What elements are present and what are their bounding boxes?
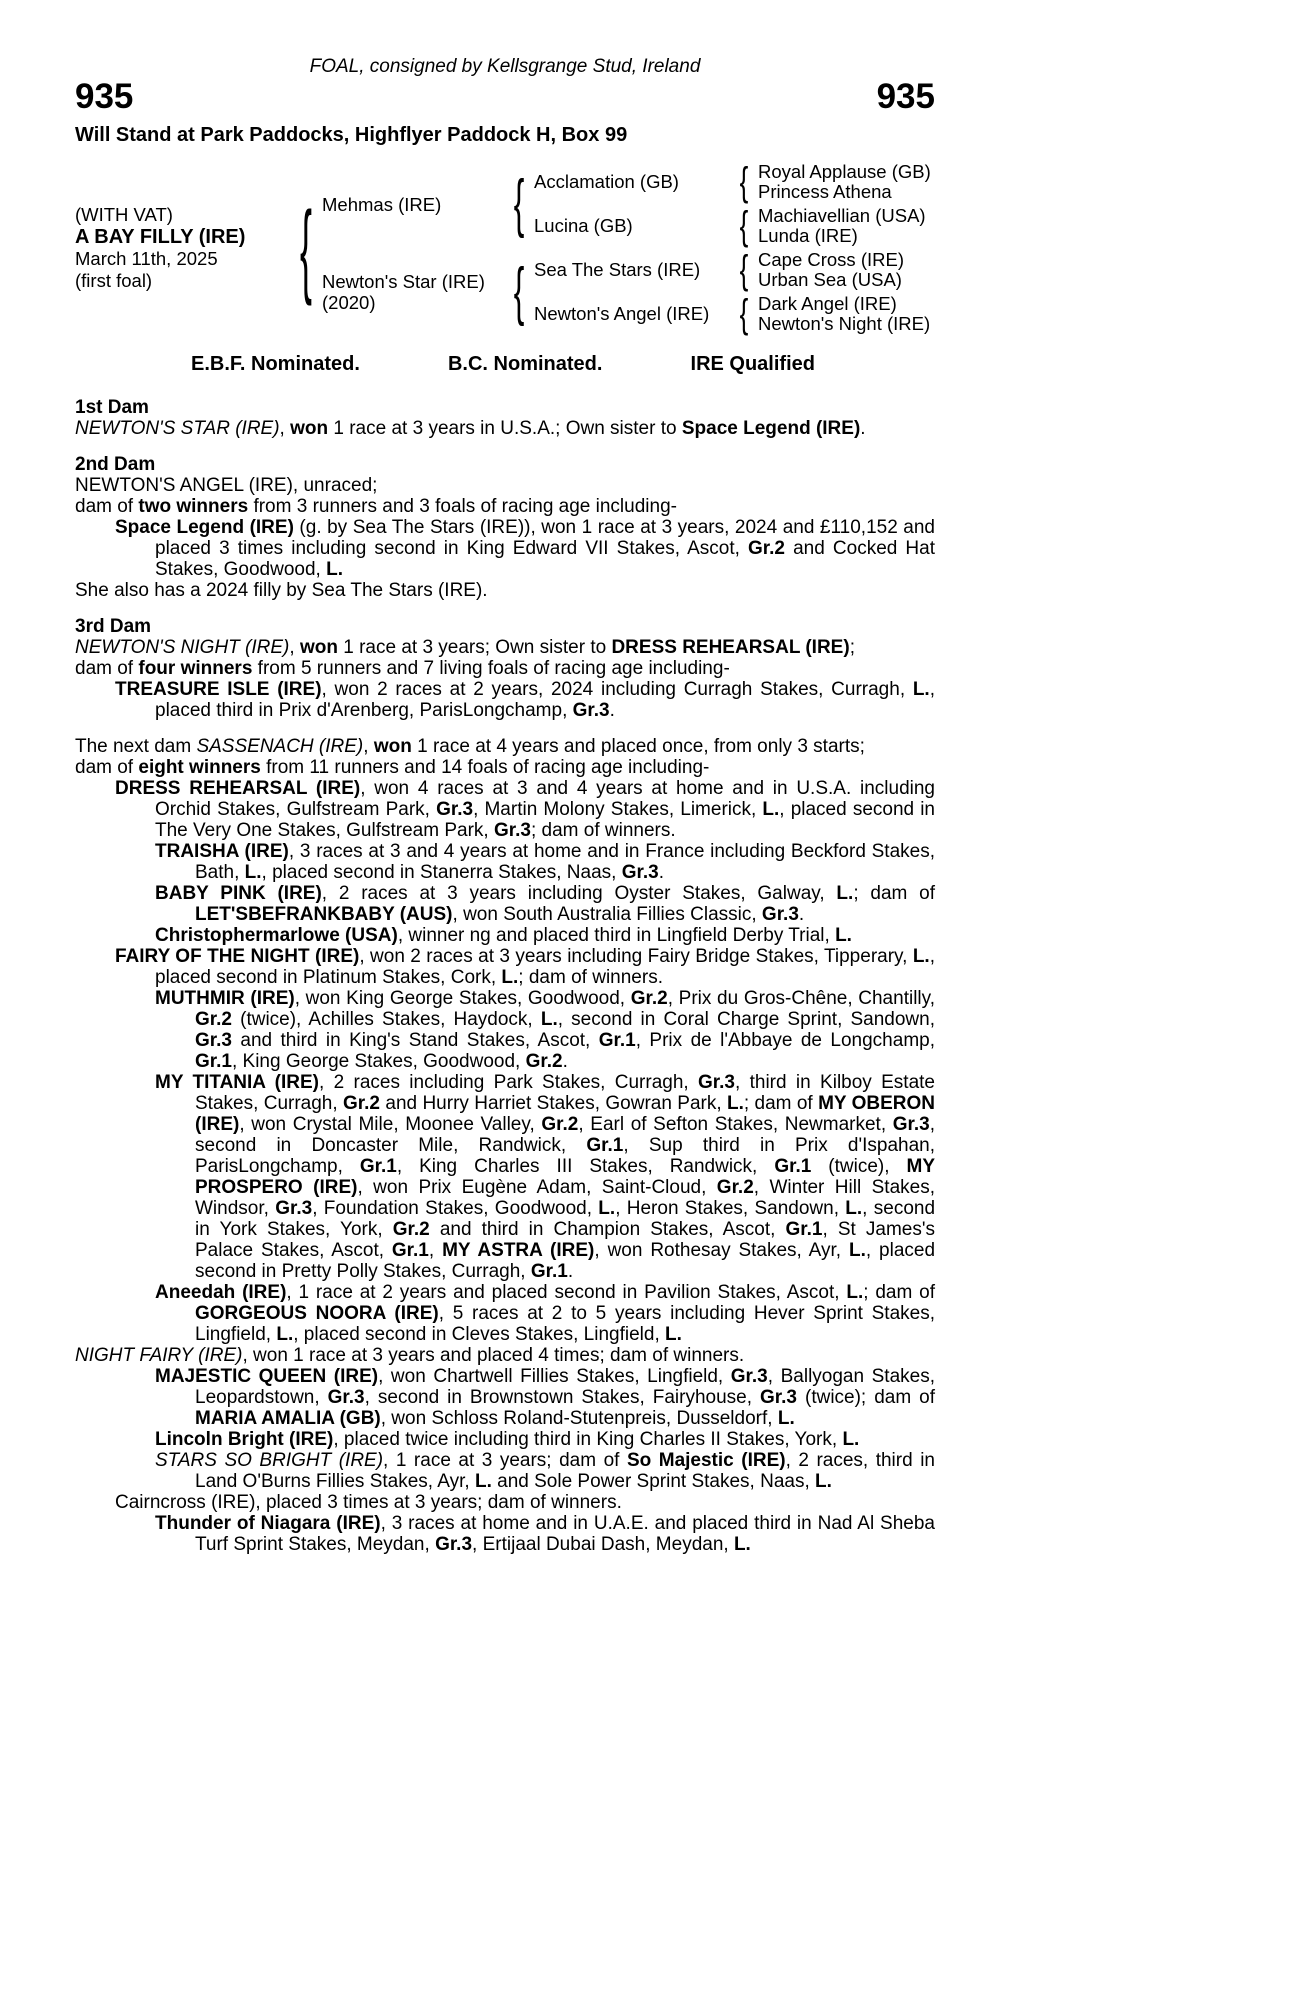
pedigree-gen3-sire: Machiavellian (USA)	[758, 205, 926, 226]
text-run: , won 1 race at 3 years and placed 4 times; dam of winners.	[242, 1345, 745, 1366]
bold-run: won	[299, 637, 338, 658]
text-run: .	[567, 1261, 574, 1282]
text-run: ,	[363, 736, 374, 757]
text-run: .	[860, 418, 866, 439]
section-gap	[75, 601, 935, 616]
text-run: , won 4 races at 3 and 4 years at home and in U.S.A. including Orchid Stakes, Gulfstream Park,	[155, 778, 935, 820]
pedigree-gen3-dam: Newton's Night (IRE)	[758, 313, 931, 334]
pedigree-gen3-sire: Dark Angel (IRE)	[758, 293, 897, 314]
text-run: , second in York Stakes, York,	[195, 1198, 936, 1240]
bold-run: Gr.2	[343, 1093, 381, 1114]
pedigree-paragraph	[75, 778, 935, 841]
pedigree-paragraph	[75, 1513, 935, 1555]
lot-number-left: 935	[75, 77, 134, 116]
dam-year: (2020)	[322, 292, 376, 313]
pedigree-paragraph	[75, 757, 935, 778]
bold-run: Gr.1	[785, 1219, 823, 1240]
bold-run: Gr.2	[716, 1177, 754, 1198]
text-run: ; dam of	[743, 1093, 819, 1114]
pedigree-paragraph	[75, 418, 935, 439]
pedigree-table	[75, 160, 935, 336]
bold-run: L.	[848, 1240, 866, 1261]
bold-run: MY ASTRA (IRE)	[442, 1240, 595, 1261]
text-run: and Cocked Hat Stakes, Goodwood,	[155, 538, 935, 580]
pedigree-gen3-pair	[758, 206, 935, 246]
italic-run: STARS SO BRIGHT (IRE)	[155, 1450, 384, 1471]
pedigree-dam	[322, 271, 504, 313]
text-run: .	[609, 700, 615, 721]
bold-run: Gr.3	[435, 1534, 473, 1555]
bold-run: Gr.3	[698, 1072, 735, 1093]
dam-heading: 3rd Dam	[75, 616, 152, 637]
bold-run: Space Legend (IRE)	[681, 418, 861, 439]
pedigree-paragraph	[75, 883, 935, 925]
bold-run: L.	[501, 967, 519, 988]
pedigree-paragraph	[75, 1450, 935, 1492]
text-run: , placed second in The Very One Stakes, Gulfstream Park,	[155, 799, 935, 841]
foal-date: March 11th, 2025	[75, 248, 218, 269]
lot-number-row	[75, 79, 935, 115]
pedigree-paragraph	[75, 637, 935, 658]
text-run: (twice), Achilles Stakes, Haydock,	[231, 1009, 541, 1030]
bold-run: won	[373, 736, 412, 757]
pedigree-gen2-name: Lucina (GB)	[534, 215, 633, 236]
text-run: , won Schloss Roland-Stutenpreis, Dusseldorf,	[380, 1408, 778, 1429]
text-run: 1 race at 4 years and placed once, from only 3 starts;	[411, 736, 865, 757]
text-run: , 1 race at 2 years and placed second in Pavilion Stakes, Ascot,	[286, 1282, 847, 1303]
pedigree-paragraph	[75, 496, 935, 517]
text-run: NEWTON'S ANGEL (IRE), unraced;	[75, 475, 378, 496]
bold-run: L.	[244, 862, 262, 883]
text-run: and Sole Power Sprint Stakes, Naas,	[491, 1471, 816, 1492]
bold-run: Thunder of Niagara (IRE)	[155, 1513, 381, 1534]
pedigree-paragraph	[75, 1282, 935, 1345]
italic-run: NIGHT FAIRY (IRE)	[75, 1345, 243, 1366]
bold-run: Gr.2	[525, 1051, 563, 1072]
italic-run: NEWTON'S NIGHT (IRE)	[75, 637, 290, 658]
text-run: , Martin Molony Stakes, Limerick,	[473, 799, 763, 820]
bold-run: Gr.3	[760, 1387, 797, 1408]
section-gap	[75, 439, 935, 454]
text-run: , won 2 races at 2 years, 2024 including Curragh Stakes, Curragh,	[321, 679, 913, 700]
text-run: , Sup third in Prix d'Ispahan, ParisLongchamp,	[195, 1135, 935, 1177]
bold-run: Gr.1	[598, 1030, 636, 1051]
bold-run: Gr.2	[195, 1009, 232, 1030]
text-run: 1 race at 3 years in U.S.A.; Own sister to	[328, 418, 682, 439]
pedigree-paragraph	[75, 679, 935, 721]
text-run: ,	[279, 418, 291, 439]
text-run: ,	[428, 1240, 443, 1261]
text-run: from 11 runners and 14 foals of racing age including-	[260, 757, 710, 778]
bold-run: Gr.1	[359, 1156, 397, 1177]
pedigree-gen3-dam: Urban Sea (USA)	[758, 269, 902, 290]
text-run: (twice),	[811, 1156, 907, 1177]
pedigree-paragraph	[75, 1072, 935, 1282]
pedigree-gen2-name: Sea The Stars (IRE)	[534, 259, 701, 280]
pedigree-paragraph	[75, 475, 935, 496]
bold-run: FAIRY OF THE NIGHT (IRE)	[115, 946, 360, 967]
text-run: and Hurry Harriet Stakes, Gowran Park,	[380, 1093, 727, 1114]
bold-run: BABY PINK (IRE)	[155, 883, 322, 904]
bold-run: Gr.3	[195, 1030, 232, 1051]
text-run: ; dam of	[863, 1282, 935, 1303]
bold-run: L.	[598, 1198, 616, 1219]
text-run: , King George Stakes, Goodwood,	[231, 1051, 526, 1072]
bold-run: L.	[665, 1324, 682, 1345]
stand-line: Will Stand at Park Paddocks, Highflyer Paddock H, Box 99	[75, 124, 628, 146]
pedigree-gen2-name: Acclamation (GB)	[534, 171, 679, 192]
pedigree-gen3-pair	[758, 294, 935, 334]
bold-run: L.	[846, 1282, 864, 1303]
bold-run: Gr.1	[530, 1261, 568, 1282]
text-run: , Ertijaal Dubai Dash, Meydan,	[472, 1534, 734, 1555]
text-run: , placed second in Stanerra Stakes, Naas,	[261, 862, 622, 883]
bold-run: MARIA AMALIA (GB)	[195, 1408, 381, 1429]
text-run: .	[658, 862, 664, 883]
brace-icon: {	[739, 160, 749, 204]
brace-icon: {	[513, 255, 525, 327]
text-run: , placed second in Pretty Polly Stakes, Curragh,	[195, 1240, 936, 1282]
bold-run: LET'SBEFRANKBABY (AUS)	[195, 904, 453, 925]
text-run: , 2 races, third in Land O'Burns Fillies Stakes, Ayr,	[195, 1450, 935, 1492]
bold-run: GORGEOUS NOORA (IRE)	[195, 1303, 439, 1324]
pedigree-paragraph	[75, 517, 935, 580]
text-run: , placed second in Cleves Stakes, Lingfield,	[293, 1324, 666, 1345]
brace-icon: {	[739, 204, 749, 248]
text-run: , placed twice including third in King Charles II Stakes, York,	[333, 1429, 843, 1450]
brace-icon: {	[300, 189, 312, 307]
bold-run: Gr.3	[436, 799, 474, 820]
bold-run: L.	[276, 1324, 294, 1345]
text-run: , placed third in Prix d'Arenberg, ParisLongchamp,	[155, 679, 935, 721]
text-run: (twice); dam of	[797, 1387, 935, 1408]
text-run: ; dam of	[853, 883, 935, 904]
bold-run: Gr.3	[572, 700, 610, 721]
pedigree-gen3-dam: Princess Athena	[758, 181, 892, 202]
section-gap	[75, 721, 935, 736]
text-run: ; dam of winners.	[518, 967, 663, 988]
bold-run: L.	[727, 1093, 744, 1114]
text-run: , Heron Stakes, Sandown,	[615, 1198, 846, 1219]
text-run: , Prix du Gros-Chêne, Chantilly,	[667, 988, 936, 1009]
bold-run: L.	[912, 679, 930, 700]
text-run: , 2 races at 3 years including Oyster Stakes, Galway,	[321, 883, 837, 904]
bold-run: Gr.3	[493, 820, 531, 841]
bold-run: Gr.2	[748, 538, 785, 559]
text-run: , won South Australia Fillies Classic,	[452, 904, 762, 925]
pedigree-paragraph	[75, 1366, 935, 1429]
text-run: , Ballyogan Stakes, Leopardstown,	[195, 1366, 935, 1408]
text-run: dam of	[75, 658, 139, 679]
pedigree-sire	[322, 194, 504, 215]
brace-icon: {	[513, 167, 525, 239]
bold-run: L.	[777, 1408, 795, 1429]
bold-run: Gr.3	[327, 1387, 365, 1408]
bold-run: Gr.3	[761, 904, 799, 925]
bold-run: So Majestic (IRE)	[626, 1450, 786, 1471]
text-run: , won 2 races at 3 years including Fairy Bridge Stakes, Tipperary,	[359, 946, 913, 967]
text-run: (g. by Sea The Stars (IRE)), won 1 race at 3 years, 2024 and £110,152 and placed 3 times including second in King Edward VII Stakes, Ascot,	[155, 517, 935, 559]
bold-run: L.	[815, 1471, 832, 1492]
bold-run: MY PROSPERO (IRE)	[195, 1156, 935, 1198]
text-run: , King Charles III Stakes, Randwick,	[396, 1156, 775, 1177]
dam-name: Newton's Star (IRE)	[322, 271, 485, 292]
dam-heading: 2nd Dam	[75, 454, 156, 475]
text-run: , 2 races including Park Stakes, Curragh,	[318, 1072, 699, 1093]
bold-run: MAJESTIC QUEEN (IRE)	[155, 1366, 379, 1387]
bold-run: L.	[912, 946, 930, 967]
text-run: , won King George Stakes, Goodwood,	[294, 988, 631, 1009]
text-run: , won Prix Eugène Adam, Saint-Cloud,	[357, 1177, 717, 1198]
text-run: , won Rothesay Stakes, Ayr,	[594, 1240, 849, 1261]
bold-run: Gr.1	[391, 1240, 429, 1261]
bold-run: Gr.1	[586, 1135, 624, 1156]
text-run: , 3 races at 3 and 4 years at home and in France including Beckford Stakes, Bath,	[195, 841, 936, 883]
text-run: , 5 races at 2 to 5 years including Hever Sprint Stakes, Lingfield,	[195, 1303, 936, 1345]
text-run: ;	[849, 637, 855, 658]
pedigree-paragraph	[75, 841, 935, 883]
text-run: and third in King's Stand Stakes, Ascot,	[231, 1030, 599, 1051]
ire-qualified-label: IRE Qualified	[690, 353, 815, 375]
bold-run: Gr.2	[541, 1114, 579, 1135]
text-run: , Foundation Stakes, Goodwood,	[312, 1198, 599, 1219]
consignor-line: FOAL, consigned by Kellsgrange Stud, Ireland	[309, 56, 701, 77]
pedigree-paragraph	[75, 946, 935, 988]
text-run: , third in Kilboy Estate Stakes, Curragh,	[195, 1072, 935, 1114]
pedigree-paragraph	[75, 988, 935, 1072]
bold-run: L.	[474, 1471, 492, 1492]
bold-run: MY TITANIA (IRE)	[155, 1072, 319, 1093]
bold-run: Christophermarlowe (USA)	[155, 925, 398, 946]
pedigree-paragraph	[75, 1345, 935, 1366]
with-vat-note: (WITH VAT)	[75, 204, 173, 225]
bold-run: L.	[762, 799, 780, 820]
bold-run: won	[290, 418, 329, 439]
text-run: , second in Brownstown Stakes, Fairyhouse,	[364, 1387, 761, 1408]
bc-nominated-label: B.C. Nominated.	[447, 353, 603, 375]
pedigree-gen3-pair	[758, 250, 935, 290]
pedigree-gen3-dam: Lunda (IRE)	[758, 225, 858, 246]
italic-run: SASSENACH (IRE)	[196, 736, 364, 757]
foal-info	[75, 204, 290, 292]
text-run: She also has a 2024 filly by Sea The Stars (IRE).	[75, 580, 488, 601]
nominations-row	[75, 354, 935, 375]
text-run: .	[798, 904, 805, 925]
text-run: , 3 races at home and in U.A.E. and placed third in Nad Al Sheba Turf Sprint Stakes, Meydan,	[195, 1513, 935, 1555]
pedigree-gen3-sire: Cape Cross (IRE)	[758, 249, 904, 270]
bold-run: L.	[835, 925, 852, 946]
text-run: , won Crystal Mile, Moonee Valley,	[239, 1114, 542, 1135]
bold-run: L.	[540, 1009, 558, 1030]
brace-icon: {	[739, 292, 749, 336]
bold-run: MUTHMIR (IRE)	[155, 988, 295, 1009]
pedigree-gen3-sire: Royal Applause (GB)	[758, 161, 931, 182]
bold-run: Gr.3	[275, 1198, 313, 1219]
text-run: The next dam	[75, 736, 197, 757]
catalog-body	[75, 397, 935, 1555]
text-run: , Winter Hill Stakes, Windsor,	[195, 1177, 935, 1219]
italic-run: NEWTON'S STAR (IRE)	[75, 418, 280, 439]
text-run: , 1 race at 3 years; dam of	[383, 1450, 627, 1471]
bold-run: DRESS REHEARSAL (IRE)	[611, 637, 850, 658]
ebf-nominated-label: E.B.F. Nominated.	[191, 353, 360, 375]
bold-run: Gr.3	[892, 1114, 930, 1135]
text-run: , second in Doncaster Mile, Randwick,	[195, 1114, 935, 1156]
dam-heading: 1st Dam	[75, 397, 149, 418]
lot-number-right: 935	[876, 77, 935, 116]
foal-title: A BAY FILLY (IRE)	[75, 226, 246, 248]
bold-run: Gr.3	[621, 862, 659, 883]
bold-run: TREASURE ISLE (IRE)	[115, 679, 322, 700]
bold-run: L.	[733, 1534, 751, 1555]
pedigree-paragraph	[75, 736, 935, 757]
bold-run: L.	[326, 559, 343, 580]
text-run: Cairncross (IRE), placed 3 times at 3 years; dam of winners.	[115, 1492, 622, 1513]
bold-run: Gr.3	[730, 1366, 768, 1387]
pedigree-paragraph	[75, 1492, 935, 1513]
pedigree-paragraph	[75, 658, 935, 679]
bold-run: L.	[842, 1429, 860, 1450]
pedigree-paragraph	[75, 925, 935, 946]
bold-run: Space Legend (IRE)	[115, 517, 294, 538]
bold-run: Gr.2	[630, 988, 668, 1009]
text-run: and third in Champion Stakes, Ascot,	[429, 1219, 786, 1240]
bold-run: Gr.2	[392, 1219, 430, 1240]
text-run: dam of	[75, 757, 139, 778]
bold-run: MY OBERON (IRE)	[195, 1093, 936, 1135]
foal-note: (first foal)	[75, 270, 153, 291]
text-run: ; dam of winners.	[530, 820, 676, 841]
text-run: , St James's Palace Stakes, Ascot,	[195, 1219, 935, 1261]
bold-run: L.	[836, 883, 854, 904]
sire-name: Mehmas (IRE)	[322, 193, 442, 215]
pedigree-gen2-name: Newton's Angel (IRE)	[534, 303, 710, 324]
text-run: from 3 runners and 3 foals of racing age including-	[248, 496, 677, 517]
text-run: , won Chartwell Fillies Stakes, Lingfield,	[378, 1366, 731, 1387]
text-run: , winner ng and placed third in Lingfield Derby Trial,	[397, 925, 836, 946]
bold-run: Gr.1	[774, 1156, 812, 1177]
pedigree-paragraph	[75, 1429, 935, 1450]
bold-run: Aneedah (IRE)	[155, 1282, 287, 1303]
bold-run: eight winners	[138, 757, 261, 778]
text-run: .	[562, 1051, 568, 1072]
bold-run: two winners	[138, 496, 249, 517]
bold-run: four winners	[138, 658, 253, 679]
text-run: 1 race at 3 years; Own sister to	[337, 637, 612, 658]
bold-run: L.	[845, 1198, 863, 1219]
brace-icon: {	[739, 248, 749, 292]
bold-run: Lincoln Bright (IRE)	[155, 1429, 334, 1450]
text-run: dam of	[75, 496, 139, 517]
bold-run: TRAISHA (IRE)	[155, 841, 289, 862]
text-run: ,	[289, 637, 300, 658]
text-run: from 5 runners and 7 living foals of racing age including-	[252, 658, 730, 679]
text-run: , placed second in Platinum Stakes, Cork,	[155, 946, 935, 988]
text-run: , second in Coral Charge Sprint, Sandown,	[557, 1009, 935, 1030]
pedigree-gen3-pair	[758, 162, 935, 202]
pedigree-paragraph	[75, 580, 935, 601]
bold-run: DRESS REHEARSAL (IRE)	[115, 778, 361, 799]
bold-run: Gr.1	[195, 1051, 232, 1072]
text-run: , Prix de l'Abbaye de Longchamp,	[635, 1030, 935, 1051]
text-run: , Earl of Sefton Stakes, Newmarket,	[578, 1114, 893, 1135]
